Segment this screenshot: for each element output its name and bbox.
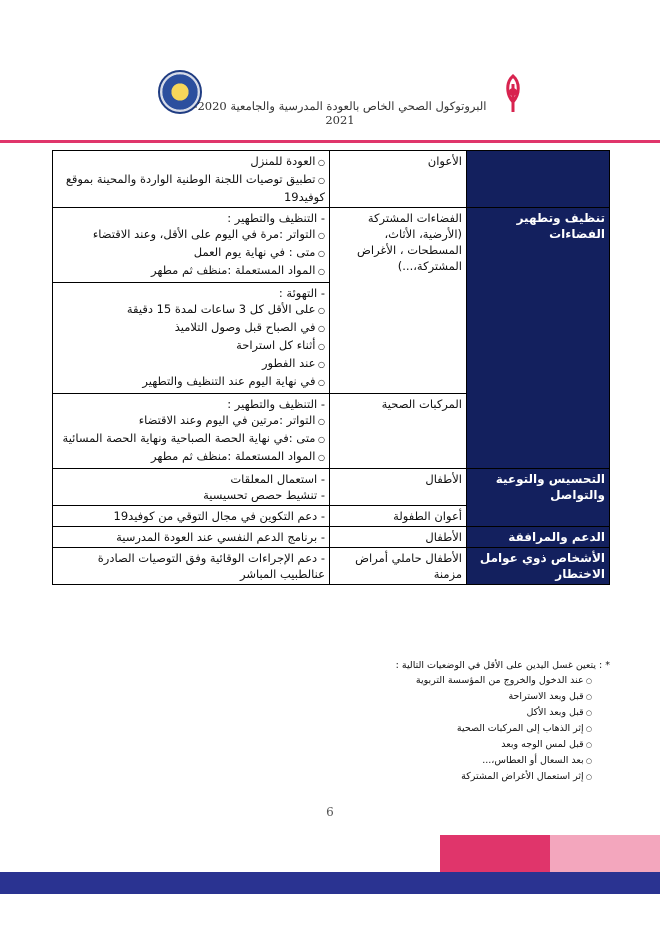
target-cell: المركبات الصحية <box>330 394 467 469</box>
measure-cell <box>53 283 330 394</box>
handwashing-notes <box>180 658 610 785</box>
list-item: ○ إثر استعمال الأغراض المشتركة <box>180 769 610 785</box>
measure-cell <box>53 506 330 527</box>
measure-cell <box>53 469 330 506</box>
list-item: ○ متى : في نهاية يوم العمل <box>57 244 325 262</box>
list-item: ○ المواد المستعملة :منظف ثم مطهر <box>57 262 325 280</box>
list-item: ○ عند الفطور <box>57 355 325 373</box>
target-cell: الأطفال حاملي أمراض مزمنة <box>330 548 467 585</box>
list-item: - برنامج الدعم النفسي عند العودة المدرسية <box>116 530 325 544</box>
table-row <box>53 151 610 208</box>
category-risk: الأشخاص ذوي عوامل الاختطار <box>467 548 610 585</box>
measure-title: - التنظيف والتطهير : <box>227 397 325 411</box>
list-item: ○ إثر الذهاب إلى المركبات الصحية <box>180 721 610 737</box>
list-item: ○ بعد السعال أو العطاس،... <box>180 753 610 769</box>
table-row <box>53 527 610 548</box>
list-item: - تنشيط حصص تحسيسية <box>203 488 325 502</box>
header-rule <box>0 140 660 143</box>
list-item: ○ على الأقل كل 3 ساعات لمدة 15 دقيقة <box>57 301 325 319</box>
measure-title: - التنظيف والتطهير : <box>227 211 325 225</box>
list-item: - دعم الإجراءات الوقائية وفق التوصيات الصادرة عنالطبيب المباشر <box>97 551 325 581</box>
list-item: ○ قبل وبعد الأكل <box>180 705 610 721</box>
header-title: البروتوكول الصحي الخاص بالعودة المدرسية والجامعية 2020-2021 <box>193 99 487 127</box>
list-item: ○ التواتر :مرتين في اليوم وعند الاقتضاء <box>57 412 325 430</box>
list-item: ○ أثناء كل استراحة <box>57 337 325 355</box>
list-item: ○ متى :في نهاية الحصة الصباحية ونهاية الحصة المسائية <box>57 430 325 448</box>
health-ministry-logo <box>498 72 528 114</box>
list-item: ○ تطبيق توصيات اللجنة الوطنية الواردة والمحينة بموقع كوفيد19 <box>57 171 325 205</box>
measure-cell <box>53 548 330 585</box>
target-cell: الأعوان <box>330 151 467 208</box>
list-item: - دعم التكوين في مجال التوقي من كوفيد19 <box>113 509 325 523</box>
list-item: ○ في نهاية اليوم عند التنظيف والتطهير <box>57 373 325 391</box>
list-item: ○ قبل لمس الوجه وبعد <box>180 737 610 753</box>
table-row <box>53 548 610 585</box>
notes-intro: * : يتعين غسل اليدين على الأقل في الوضعيات التالية : <box>395 660 610 671</box>
target-cell: الأطفال <box>330 527 467 548</box>
table-row <box>53 469 610 506</box>
measure-cell <box>53 208 330 283</box>
target-cell: أعوان الطفولة <box>330 506 467 527</box>
measure-title: - التهوئة : <box>278 286 325 300</box>
list-item: - استعمال المعلقات <box>230 472 325 486</box>
list-item: ○ عند الدخول والخروج من المؤسسة التربوية <box>180 673 610 689</box>
category-cleaning: تنظيف وتطهير الفضاءات <box>467 208 610 469</box>
list-item: ○ قبل وبعد الاستراحة <box>180 689 610 705</box>
measure-cell <box>53 394 330 469</box>
footer-bar <box>0 872 660 894</box>
list-item: ○ التواتر :مرة في اليوم على الأقل، وعند الاقتضاء <box>57 226 325 244</box>
footer-accent-light <box>550 835 660 872</box>
list-item: ○ المواد المستعملة :منظف ثم مطهر <box>57 448 325 466</box>
list-item: ○ العودة للمنزل <box>57 153 325 171</box>
list-item: ○ في الصباح قبل وصول التلاميذ <box>57 319 325 337</box>
category-support: الدعم والمرافقة <box>467 527 610 548</box>
page-number: 6 <box>326 805 334 819</box>
measure-cell <box>53 151 330 208</box>
category-awareness: التحسيس والتوعية والتواصل <box>467 469 610 527</box>
table-row <box>53 208 610 283</box>
target-cell: الأطفال <box>330 469 467 506</box>
measure-cell <box>53 527 330 548</box>
protocol-table <box>52 150 610 585</box>
category-cell <box>467 151 610 208</box>
target-cell: الفضاءات المشتركة (الأرضية، الأثاث، المسطحات ، الأغراض المشتركة،...) <box>330 208 467 394</box>
